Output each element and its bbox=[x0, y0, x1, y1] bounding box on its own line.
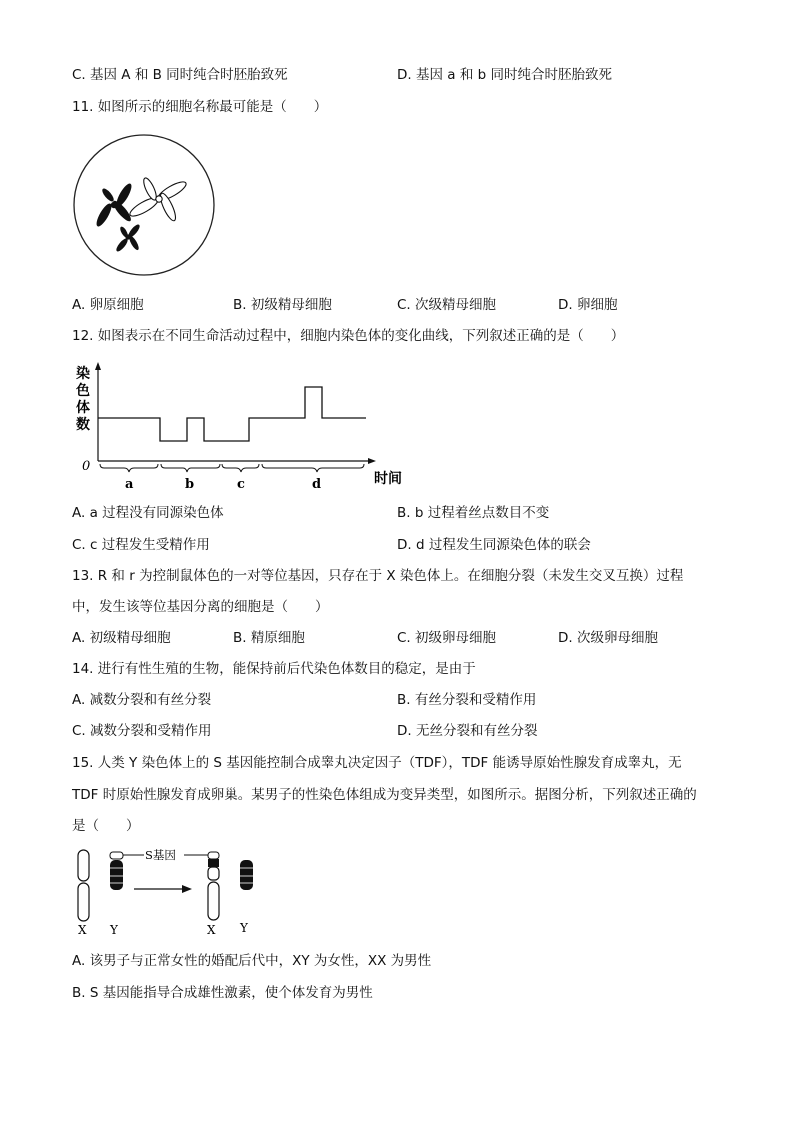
q12-option-d: D. d 过程发生同源染色体的联会 bbox=[397, 537, 591, 553]
chromosome-x-original bbox=[78, 850, 89, 921]
brace-c bbox=[222, 464, 259, 472]
chromosome-y-original bbox=[110, 852, 123, 890]
q13-option-b: B. 精原细胞 bbox=[233, 630, 305, 646]
ylabel-char-2: 色 bbox=[76, 383, 90, 399]
sex-chromosome-diagram bbox=[72, 846, 272, 938]
q11-option-c: C. 次级精母细胞 bbox=[397, 297, 497, 313]
q11-option-a: A. 卵原细胞 bbox=[72, 297, 144, 313]
q12-option-c: C. c 过程发生受精作用 bbox=[72, 537, 210, 553]
q11-option-d: D. 卵细胞 bbox=[558, 297, 618, 313]
label-x-original: X bbox=[78, 923, 87, 937]
q15-sex-chromosome-figure bbox=[72, 846, 272, 942]
label-x-variant: X bbox=[207, 923, 216, 937]
q10-option-d: D. 基因 a 和 b 同时纯合时胚胎致死 bbox=[397, 67, 612, 83]
label-y-original: Y bbox=[110, 923, 118, 937]
ylabel-char-1: 染 bbox=[76, 366, 90, 382]
chromosome-x-variant bbox=[208, 852, 219, 920]
q13-option-c: C. 初级卵母细胞 bbox=[397, 630, 497, 646]
q15-stem-line2: TDF 时原始性腺发育成卵巢。某男子的性染色体组成为变异类型，如图所示。据图分析，下列叙述正确的 bbox=[72, 787, 697, 803]
transform-arrow-head bbox=[182, 885, 192, 893]
ylabel-char-3: 体 bbox=[76, 400, 90, 416]
q14-option-b: B. 有丝分裂和受精作用 bbox=[397, 692, 537, 708]
q15-option-b: B. S 基因能指导合成雄性激素，使个体发育为男性 bbox=[72, 985, 373, 1001]
q15-stem-line1: 15. 人类 Y 染色体上的 S 基因能控制合成睾丸决定因子（TDF），TDF 能诱导原始性腺发育成睾丸，无 bbox=[72, 755, 682, 771]
q14-option-d: D. 无丝分裂和有丝分裂 bbox=[397, 723, 538, 739]
segment-braces bbox=[100, 464, 364, 472]
xlabel: 时间 bbox=[374, 471, 402, 487]
q14-option-a: A. 减数分裂和有丝分裂 bbox=[72, 692, 212, 708]
x-axis-arrow bbox=[368, 458, 376, 464]
origin-label: 0 bbox=[82, 459, 91, 474]
y-axis-arrow bbox=[95, 362, 101, 370]
q13-option-d: D. 次级卵母细胞 bbox=[558, 630, 658, 646]
q11-option-b: B. 初级精母细胞 bbox=[233, 297, 332, 313]
s-gene-label: S基因 bbox=[145, 848, 176, 862]
q12-option-b: B. b 过程着丝点数目不变 bbox=[397, 505, 550, 521]
brace-a bbox=[100, 464, 158, 472]
chromosome-curve bbox=[98, 387, 366, 441]
q10-option-c: C. 基因 A 和 B 同时纯合时胚胎致死 bbox=[72, 67, 288, 83]
segment-label-c: c bbox=[237, 477, 245, 492]
q15-option-a: A. 该男子与正常女性的婚配后代中，XY 为女性，XX 为男性 bbox=[72, 953, 432, 969]
ylabel-char-4: 数 bbox=[76, 417, 90, 433]
q14-stem: 14. 进行有性生殖的生物，能保持前后代染色体数目的稳定，是由于 bbox=[72, 661, 476, 677]
q12-chromosome-chart bbox=[72, 360, 412, 499]
q13-option-a: A. 初级精母细胞 bbox=[72, 630, 171, 646]
chromosome-black-small bbox=[115, 223, 142, 253]
segment-label-d: d bbox=[312, 477, 322, 492]
label-y-variant: Y bbox=[240, 921, 248, 935]
chromosome-count-curve bbox=[72, 360, 412, 495]
brace-d bbox=[262, 464, 364, 472]
chromosome-y-variant bbox=[240, 860, 253, 890]
cell-diagram bbox=[72, 133, 222, 281]
q15-stem-line3: 是（ ） bbox=[72, 818, 140, 834]
q12-stem: 12. 如图表示在不同生命活动过程中，细胞内染色体的变化曲线，下列叙述正确的是（ ） bbox=[72, 328, 625, 344]
q12-option-a: A. a 过程没有同源染色体 bbox=[72, 505, 224, 521]
q13-stem-line2: 中，发生该等位基因分离的细胞是（ ） bbox=[72, 599, 329, 615]
q11-stem: 11. 如图所示的细胞名称最可能是（ ） bbox=[72, 99, 328, 115]
segment-label-a: a bbox=[125, 477, 134, 492]
chromosome-white-large bbox=[128, 176, 189, 222]
q11-cell-figure bbox=[72, 133, 222, 285]
brace-b bbox=[161, 464, 220, 472]
q13-stem-line1: 13. R 和 r 为控制鼠体色的一对等位基因，只存在于 X 染色体上。在细胞分裂（未发生交叉互换）过程 bbox=[72, 568, 684, 584]
chromosome-black-large bbox=[94, 182, 134, 229]
q14-option-c: C. 减数分裂和受精作用 bbox=[72, 723, 212, 739]
segment-label-b: b bbox=[185, 477, 195, 492]
